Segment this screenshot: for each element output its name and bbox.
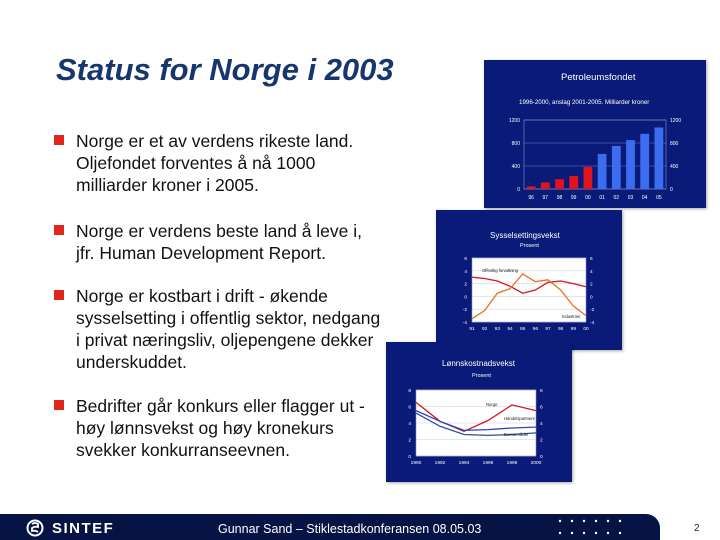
chart-title: Sysselsettingsvekst [490, 231, 560, 240]
sysselsettingsvekst-chart [436, 210, 622, 350]
y-tick-label-left: 0 [517, 187, 520, 193]
lonnskostnadsvekst-chart [386, 342, 572, 482]
chart-title: Petroleumsfondet [561, 72, 636, 83]
bullet-text: Norge er kostbart i drift - økende sysselsetting i offentlig sektor, nedgang i privat næringsliv, oljepengene dekker underskuddet. [76, 286, 381, 372]
bullet-item [54, 220, 384, 264]
bullet-text: Bedrifter går konkurs eller flagger ut - høy lønnsvekst og høy kronekurs svekker konkurranseevnen. [76, 396, 365, 460]
bullet-item [54, 130, 384, 196]
bullet-text: Norge er verdens beste land å leve i, jfr. Human Development Report. [76, 221, 362, 263]
chart-subtitle: 1996-2000, anslag 2001-2005. Milliarder kroner [519, 99, 650, 106]
bar [541, 182, 550, 189]
y-tick-label-right: 6 [540, 405, 543, 411]
y-tick-label-right: 0 [590, 295, 593, 301]
logo-text: SINTEF [52, 519, 115, 537]
chart-subtitle: Prosent [520, 243, 539, 249]
lonnskostnadsvekst-chart-svg [386, 342, 572, 482]
series-label: Industrien [562, 314, 581, 319]
y-tick-label-left: -2 [462, 308, 467, 314]
y-tick-label-left: 0 [408, 455, 411, 460]
x-tick-label: 01 [599, 195, 605, 201]
x-tick-label: 03 [627, 195, 634, 201]
x-tick-label: 93 [494, 327, 501, 332]
y-tick-label-right: 2 [590, 282, 593, 288]
y-tick-label-left: 4 [408, 422, 411, 427]
bar [612, 146, 621, 189]
series-label: Norge [486, 402, 498, 407]
y-tick-label-right: -4 [590, 321, 595, 326]
x-tick-label: 00 [583, 327, 589, 332]
y-tick-label-left: 6 [408, 405, 411, 411]
x-tick-label: 00 [585, 195, 591, 201]
bar [527, 186, 536, 189]
slide-title: Status for Norge i 2003 [56, 52, 394, 87]
y-tick-label-right: 400 [670, 164, 679, 170]
decorative-dots [548, 516, 648, 538]
bullet-item [54, 285, 384, 373]
x-tick-label: 96 [532, 327, 539, 332]
series-label: Euroområdet [504, 432, 529, 437]
x-tick-label: 1992 [434, 461, 446, 466]
y-tick-label-left: 0 [464, 295, 467, 301]
y-tick-label-right: 1200 [670, 118, 682, 124]
y-tick-label-right: 4 [540, 422, 543, 427]
bullet-item [54, 395, 384, 461]
bar [569, 176, 578, 189]
x-tick-label: 92 [481, 327, 488, 332]
series-label: Offentlig forvaltning [482, 268, 519, 273]
y-tick-label-right: -2 [590, 308, 595, 314]
y-tick-label-right: 0 [670, 187, 673, 193]
petroleumsfondet-chart-svg [484, 60, 706, 208]
x-tick-label: 04 [641, 195, 648, 201]
chart-title: Lønnskostnadsvekst [442, 359, 515, 368]
x-tick-label: 98 [557, 327, 564, 332]
x-tick-label: 02 [613, 195, 620, 201]
bar [598, 154, 607, 189]
bullet-marker [54, 400, 64, 410]
y-tick-label-left: 800 [511, 141, 520, 147]
bar [640, 134, 649, 189]
sintef-logo-icon [26, 519, 44, 537]
x-tick-label: 2000 [530, 461, 542, 466]
chart-subtitle: Prosent [472, 373, 491, 379]
x-tick-label: 96 [528, 195, 534, 201]
bullet-text: Norge er et av verdens rikeste land. Oljefondet forventes å nå 1000 milliarder kroner i 2005. [76, 131, 354, 195]
y-tick-label-right: 2 [540, 438, 543, 444]
y-tick-label-left: 400 [511, 164, 520, 170]
x-tick-label: 1990 [410, 461, 422, 466]
x-tick-label: 1996 [482, 461, 494, 466]
y-tick-label-left: 1200 [508, 118, 520, 124]
y-tick-label-right: 0 [540, 455, 543, 460]
x-tick-label: 95 [519, 327, 526, 332]
sintef-logo [26, 518, 114, 538]
y-tick-label-left: 6 [464, 257, 467, 262]
page-number: 2 [694, 523, 700, 534]
bullet-marker [54, 290, 64, 300]
petroleumsfondet-chart [484, 60, 706, 208]
bullet-marker [54, 135, 64, 145]
sysselsettingsvekst-chart-svg [436, 210, 622, 350]
bar [654, 127, 663, 189]
bar [583, 167, 592, 189]
x-tick-label: 98 [556, 195, 563, 201]
y-tick-label-left: 2 [408, 438, 411, 444]
series-label: Handelspartnere [504, 416, 535, 421]
x-tick-label: 99 [570, 195, 577, 201]
x-tick-label: 94 [507, 327, 513, 332]
x-tick-label: 91 [469, 327, 475, 332]
y-tick-label-left: 4 [464, 269, 467, 275]
x-tick-label: 97 [545, 327, 551, 332]
y-tick-label-left: 8 [408, 389, 411, 394]
y-tick-label-right: 6 [590, 257, 593, 262]
y-tick-label-right: 4 [590, 269, 593, 275]
y-tick-label-left: 2 [464, 282, 467, 288]
footer [0, 510, 720, 540]
bullet-marker [54, 225, 64, 235]
x-tick-label: 1998 [506, 461, 518, 466]
x-tick-label: 1994 [458, 461, 470, 466]
y-tick-label-right: 800 [670, 141, 679, 147]
x-tick-label: 97 [542, 195, 549, 201]
x-tick-label: 05 [656, 195, 662, 201]
bar [626, 140, 635, 189]
x-tick-label: 99 [570, 327, 577, 332]
footer-presenter-text: Gunnar Sand – Stiklestadkonferansen 08.05.03 [218, 522, 482, 536]
y-tick-label-right: 8 [540, 389, 543, 394]
bar [555, 179, 564, 189]
y-tick-label-left: -4 [462, 321, 467, 326]
